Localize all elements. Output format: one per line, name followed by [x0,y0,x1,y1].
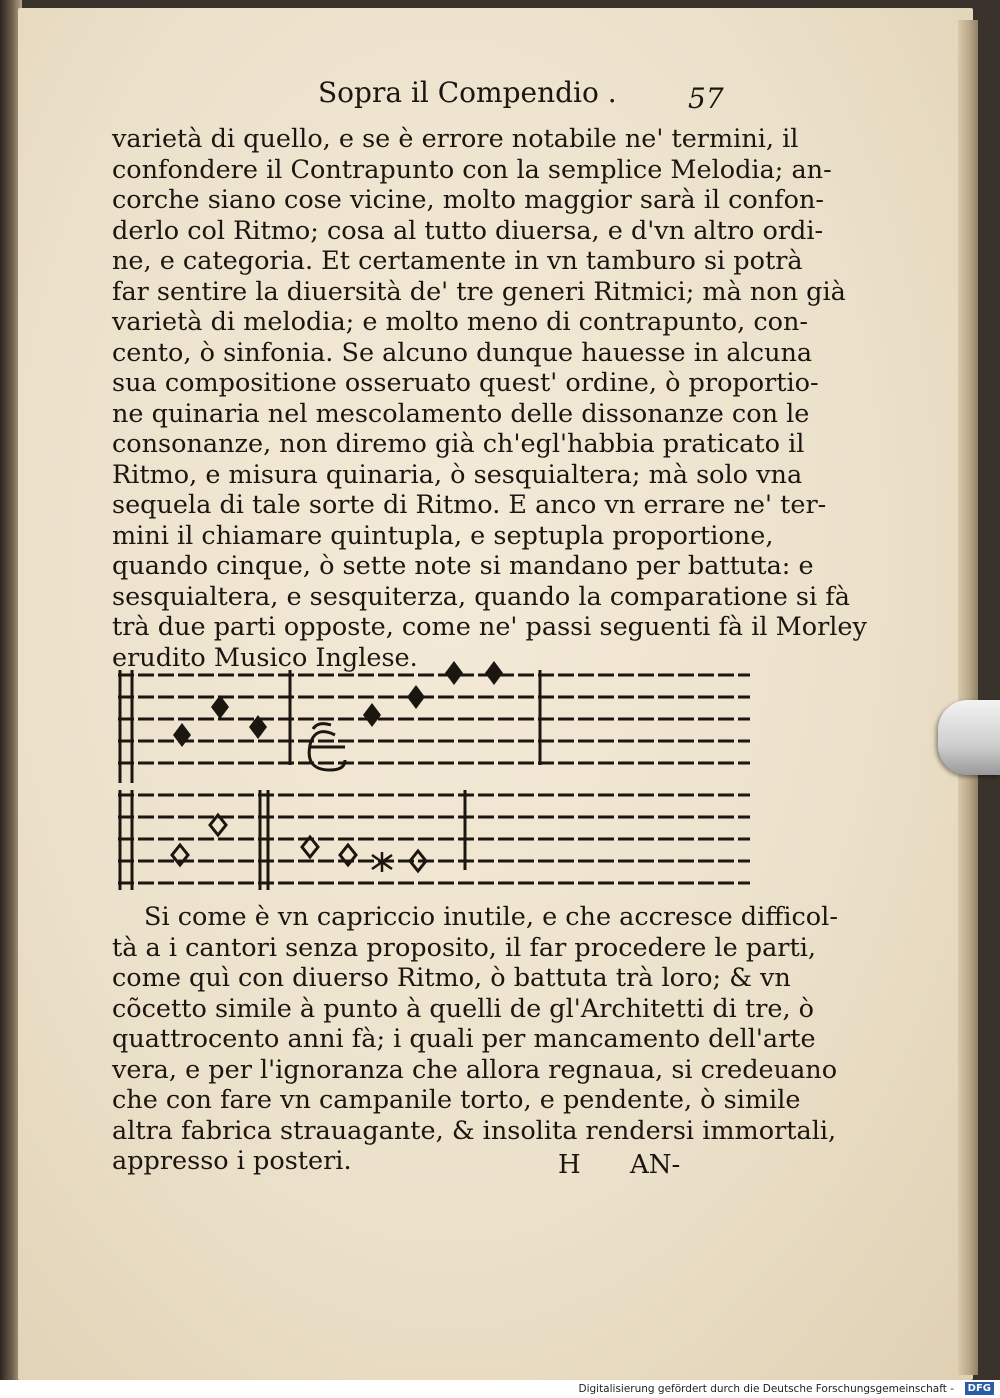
signature-mark: H [558,1150,581,1180]
text-line: trà due parti opposte, come ne' passi seguenti fà il Morley [112,612,867,642]
text-line: confondere il Contrapunto con la semplice Melodia; an- [112,154,832,185]
dfg-logo: DFG [965,1382,994,1395]
text-line: sequela di tale sorte di Ritmo. E anco vn errare ne' ter- [112,490,827,520]
note-diamond [445,661,463,685]
text-line: ne, e categoria. Et certamente in vn tamburo si potrà [112,246,803,276]
text-line: ne quinaria nel mescolamento delle dissonanze con le [112,398,810,429]
text-line: mini il chiamare quintupla, e septupla proportione, [112,520,774,551]
page-clip [938,700,1000,775]
music-notation [110,655,760,900]
text-line: cento, ò sinfonia. Se alcuno dunque hauesse in alcuna [112,337,813,368]
note-diamond [173,723,191,747]
page-number: 57 [688,82,724,115]
body-paragraph-2 [112,902,838,1177]
text-line: corche siano cose vicine, molto maggior sarà il confon- [112,185,825,215]
music-example [110,655,760,900]
text-line: altra fabrica strauagante, & insolita rendersi immortali, [112,1115,837,1146]
text-line: quando cinque, ò sette note si mandano per battuta: e [112,551,814,581]
text-line: varietà di quello, e se è errore notabile ne' termini, il [112,124,799,154]
notes-lower [172,815,426,871]
staff-upper [118,675,750,763]
text-line: vera, e per l'ignoranza che allora regnaua, si credeuano [112,1054,838,1085]
text-line: sesquialtera, e sesquiterza, quando la comparatione si fà [112,581,850,612]
note-diamond [211,695,229,719]
text-line: quattrocento anni fà; i quali per mancamento dell'arte [112,1024,816,1054]
body-paragraph-1 [112,124,867,673]
page-edge-stack [958,20,978,1375]
note-diamond [485,661,503,685]
text-line: tà a i cantori senza proposito, il far procedere le parti, [112,932,816,963]
staff-lower [118,795,750,883]
text-line: sua compositione osseruato quest' ordine, ò proportio- [112,368,819,398]
text-line: Ritmo, e misura quinaria, ò sesquialtera; mà solo vna [112,459,803,490]
text-line: consonanze, non diremo già ch'egl'habbia praticato il [112,429,805,459]
note-diamond [407,685,425,709]
text-line: che con fare vn campanile torto, e pendente, ò simile [112,1085,801,1115]
text-line: cõcetto simile à punto à quelli de gl'Architetti di tre, ò [112,993,815,1024]
text-line: appresso i posteri. [112,1146,352,1176]
catchword: AN- [630,1150,681,1180]
note-diamond [363,703,381,727]
text-line: come quì con diuerso Ritmo, ò battuta trà loro; & vn [112,963,791,993]
text-line: far sentire la diuersità de' tre generi Ritmici; mà non già [112,276,846,307]
digitization-credit: Digitalisierung gefördert durch die Deutsche Forschungsgemeinschaft - [578,1383,954,1395]
text-line: erudito Musico Inglese. [112,642,418,673]
text-line: varietà di melodia; e molto meno di contrapunto, con- [112,307,809,337]
text-line: Si come è vn capriccio inutile, e che accresce difficol- [144,902,838,932]
running-title: Sopra il Compendio . [318,76,617,109]
text-line: derlo col Ritmo; cosa al tutto diuersa, e d'vn altro ordi- [112,215,824,246]
